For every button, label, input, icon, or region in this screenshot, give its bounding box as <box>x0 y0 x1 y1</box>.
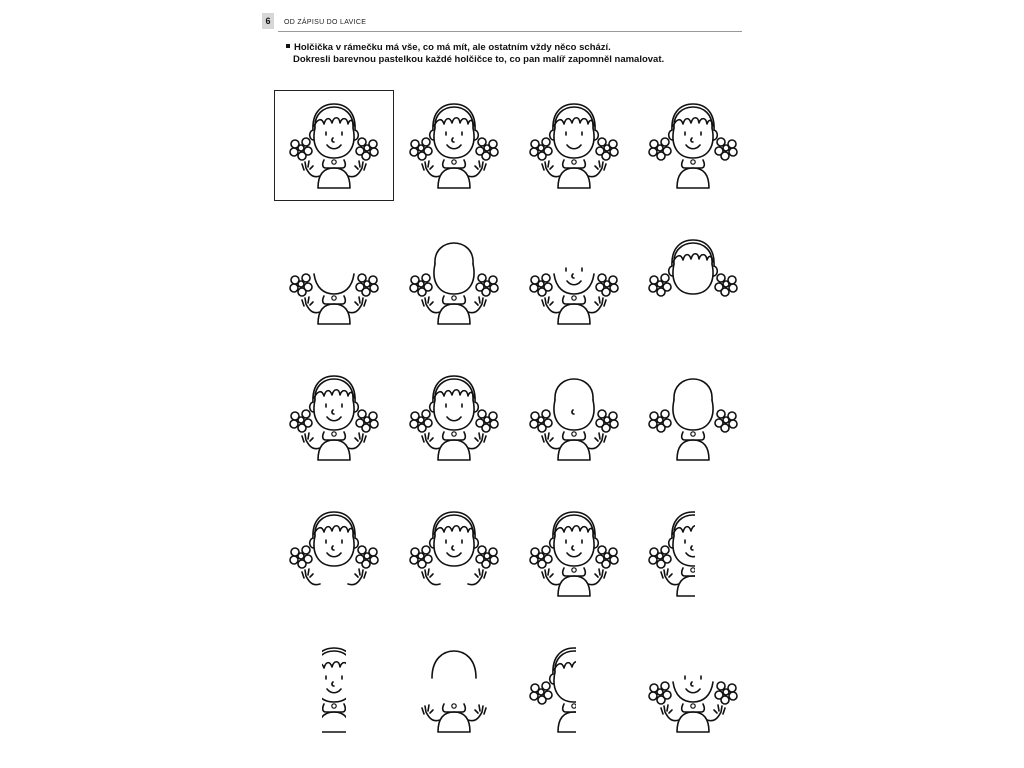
girl-chin <box>314 274 354 294</box>
girl-nose <box>452 138 454 142</box>
girl-face <box>314 651 354 702</box>
girl-hair <box>669 240 718 276</box>
girl-hair <box>310 376 359 412</box>
girl-hair <box>669 104 718 140</box>
girl-face <box>434 107 474 158</box>
girl-nose <box>572 546 574 550</box>
girl-eyes <box>326 676 342 679</box>
girl-svg <box>284 96 384 196</box>
girl-drawing-r2-c1 <box>284 232 384 332</box>
girl-face <box>554 651 594 702</box>
girl-eyes <box>685 132 701 135</box>
girl-svg <box>524 504 624 604</box>
girl-drawing-r5-c4 <box>643 640 743 740</box>
girl-nose <box>691 546 693 550</box>
girl-face <box>554 379 594 430</box>
girl-face <box>314 379 354 430</box>
girl-mouth <box>567 145 581 149</box>
girl-nose <box>332 682 334 686</box>
header-rule <box>278 31 742 32</box>
girl-drawing-r1-c1 <box>284 96 384 196</box>
girl-eyes <box>326 132 342 135</box>
girl-body <box>318 160 350 188</box>
girl-hair <box>310 512 359 548</box>
girl-body <box>677 432 709 460</box>
girl-hands <box>302 569 366 585</box>
girl-drawing-r2-c2 <box>404 232 504 332</box>
girl-drawing-r5-c3 <box>524 640 624 740</box>
girl-eyes <box>446 132 462 135</box>
girl-face <box>314 107 354 158</box>
girl-mouth <box>447 553 461 557</box>
girl-body <box>318 704 350 732</box>
girl-face <box>434 379 474 430</box>
girl-eyes <box>566 540 582 543</box>
girl-hair <box>550 648 599 684</box>
girl-drawing-r4-c2 <box>404 504 504 604</box>
girl-face <box>554 515 594 566</box>
girl-hands <box>422 569 486 585</box>
girl-svg <box>404 504 504 604</box>
page-number: 6 <box>262 13 274 29</box>
girl-hair <box>430 512 479 548</box>
instructions <box>286 42 746 66</box>
girl-svg <box>643 504 743 604</box>
girl-drawing-r4-c3 <box>524 504 624 604</box>
girl-body <box>438 432 470 460</box>
girl-hair <box>669 512 718 548</box>
girl-mouth <box>327 145 341 149</box>
girl-svg <box>524 368 624 468</box>
girl-svg <box>284 640 384 740</box>
girl-nose <box>452 546 454 550</box>
girl-drawing-r3-c1 <box>284 368 384 468</box>
girl-svg <box>404 96 504 196</box>
girl-eyes <box>446 404 462 407</box>
girl-hands <box>542 569 606 585</box>
girl-body <box>438 296 470 324</box>
girl-svg <box>524 232 624 332</box>
girl-drawing-r4-c1 <box>284 504 384 604</box>
girl-nose <box>332 138 334 142</box>
girl-svg <box>524 96 624 196</box>
girl-drawing-r2-c3 <box>524 232 624 332</box>
girl-hair <box>310 648 359 684</box>
girl-face <box>673 515 713 566</box>
girl-drawing-r3-c3 <box>524 368 624 468</box>
girl-face <box>314 515 354 566</box>
girl-mouth <box>327 417 341 421</box>
girl-body <box>318 432 350 460</box>
girl-drawing-r1-c4 <box>643 96 743 196</box>
girl-face <box>434 243 474 294</box>
girl-flowers <box>410 274 498 296</box>
girl-flowers <box>290 274 378 296</box>
girl-svg <box>404 640 504 740</box>
girl-nose <box>332 410 334 414</box>
girl-drawing-r3-c4 <box>643 368 743 468</box>
girl-mouth <box>447 145 461 149</box>
girl-mouth <box>686 145 700 149</box>
girl-nose <box>691 138 693 142</box>
girl-drawing-r1-c2 <box>404 96 504 196</box>
girl-body <box>677 160 709 188</box>
girl-nose <box>572 410 574 414</box>
girl-eyes <box>685 540 701 543</box>
girl-flowers <box>530 682 618 704</box>
girl-drawing-r5-c2 <box>404 640 504 740</box>
girl-nose <box>691 682 693 686</box>
girl-hair <box>310 104 359 140</box>
girl-eyes <box>446 540 462 543</box>
girl-mouth <box>567 553 581 557</box>
girl-hair <box>550 512 599 548</box>
girl-hands <box>542 161 606 177</box>
girl-eyes <box>566 268 582 271</box>
girl-drawing-r5-c1 <box>284 640 384 740</box>
girl-drawing-r3-c2 <box>404 368 504 468</box>
girl-nose <box>572 274 574 278</box>
girl-mouth <box>686 553 700 557</box>
girl-hands <box>661 705 725 721</box>
girl-face <box>434 515 474 566</box>
girl-svg <box>643 232 743 332</box>
girl-body <box>677 704 709 732</box>
girl-face <box>673 243 713 294</box>
girl-hair <box>550 104 599 140</box>
instruction-line-2: Dokresli barevnou pastelkou každé holčičce to, co pan malíř zapomněl namalovat. <box>293 54 665 65</box>
girl-body <box>318 296 350 324</box>
girl-drawing-r1-c3 <box>524 96 624 196</box>
girl-eyes <box>326 540 342 543</box>
bullet-icon <box>286 44 290 48</box>
girl-svg <box>404 368 504 468</box>
girl-hands <box>542 433 606 449</box>
girl-mouth <box>567 281 581 285</box>
girl-nose <box>332 546 334 550</box>
instruction-line-1: Holčička v rámečku má vše, co má mít, ale ostatním vždy něco schází. <box>294 42 611 53</box>
girl-mouth <box>447 417 461 421</box>
girl-hands <box>302 161 366 177</box>
girl-body <box>558 432 590 460</box>
girl-eyes <box>566 132 582 135</box>
girl-body <box>558 568 590 596</box>
girl-svg <box>404 232 504 332</box>
girl-body <box>558 296 590 324</box>
girl-svg <box>524 640 624 740</box>
girl-body <box>558 704 590 732</box>
girl-hands <box>302 297 366 313</box>
girl-eyes <box>685 676 701 679</box>
girl-flowers <box>649 274 737 296</box>
girl-svg <box>284 504 384 604</box>
girl-hands <box>542 297 606 313</box>
girl-svg <box>284 368 384 468</box>
girl-svg <box>643 640 743 740</box>
girl-drawing-r4-c4 <box>643 504 743 604</box>
girl-body <box>677 568 709 596</box>
running-head: OD ZÁPISU DO LAVICE <box>284 19 367 26</box>
girl-body <box>558 160 590 188</box>
girl-hands <box>422 433 486 449</box>
girl-svg <box>284 232 384 332</box>
girl-hair <box>430 376 479 412</box>
girl-mouth <box>327 689 341 693</box>
girl-hands <box>422 297 486 313</box>
girl-mouth <box>327 553 341 557</box>
girl-eyes <box>326 404 342 407</box>
girl-face <box>554 107 594 158</box>
girl-hands <box>422 161 486 177</box>
girl-body <box>438 160 470 188</box>
girl-hair <box>430 104 479 140</box>
girl-face <box>673 107 713 158</box>
girl-hands <box>661 569 725 585</box>
girl-mouth <box>686 689 700 693</box>
girl-face-top <box>432 651 476 678</box>
girl-drawing-r2-c4 <box>643 232 743 332</box>
girl-flowers <box>649 410 737 432</box>
girl-body <box>438 704 470 732</box>
girl-hands <box>422 705 486 721</box>
girl-hands <box>302 433 366 449</box>
girl-face <box>673 379 713 430</box>
girl-svg <box>643 96 743 196</box>
girl-svg <box>643 368 743 468</box>
